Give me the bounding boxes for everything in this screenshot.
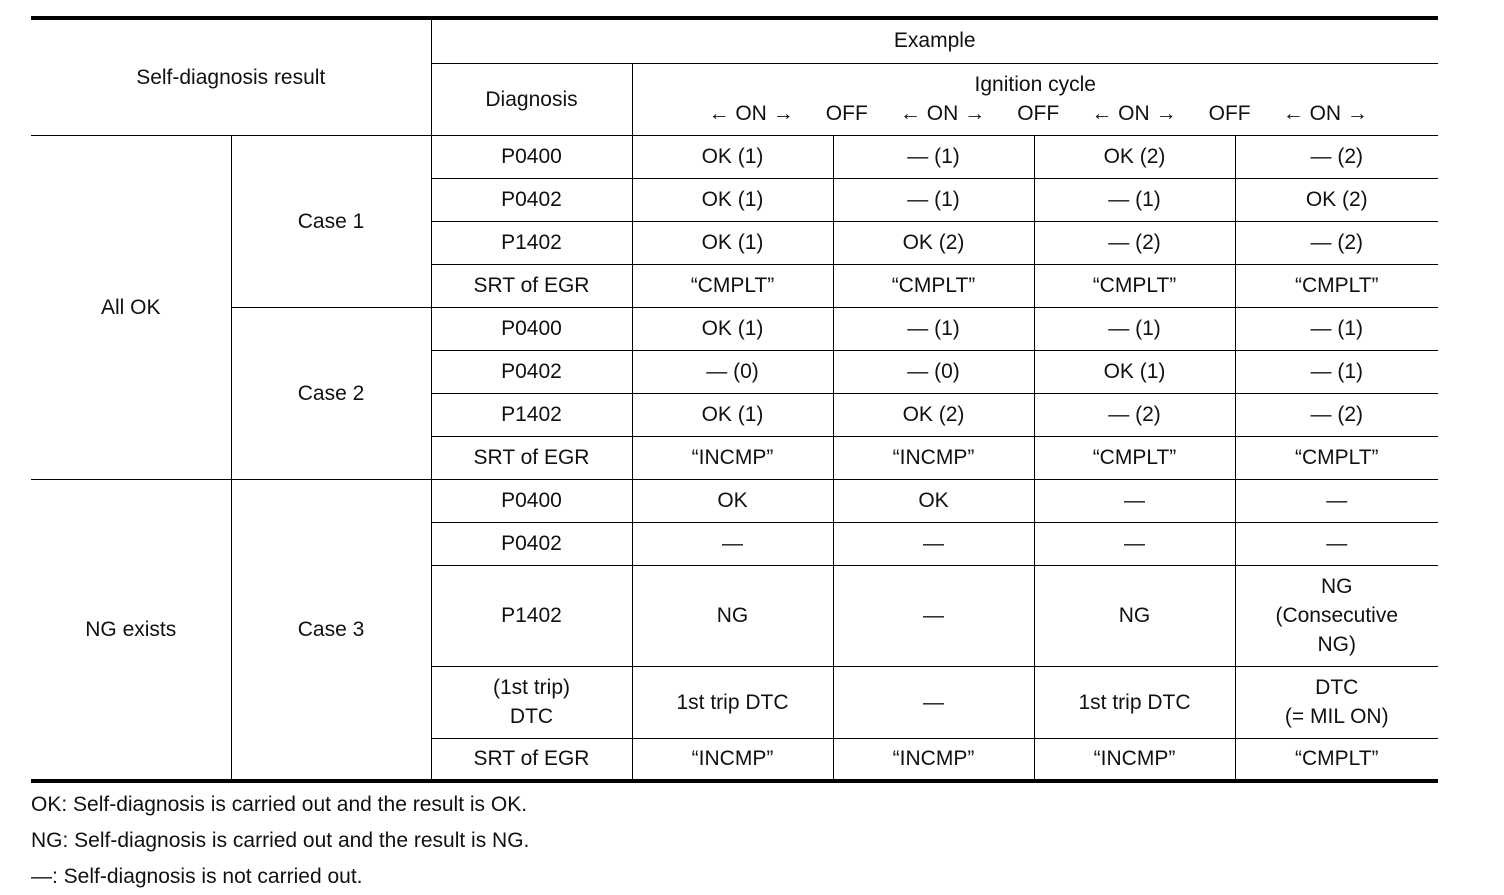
cycle-step: OFF — [1017, 102, 1060, 125]
result-cell: “CMPLT” — [1235, 264, 1438, 307]
result-cell: “CMPLT” — [632, 264, 833, 307]
diagnosis-cell: P0402 — [431, 522, 632, 565]
result-cell: — — [632, 522, 833, 565]
result-cell: DTC (= MIL ON) — [1235, 666, 1438, 738]
result-cell: 1st trip DTC — [1034, 666, 1235, 738]
case-2-label: Case 2 — [231, 307, 431, 479]
result-cell: — — [833, 666, 1034, 738]
result-cell: OK (2) — [1034, 135, 1235, 178]
diagnosis-cell: SRT of EGR — [431, 264, 632, 307]
diagnosis-cell: P1402 — [431, 565, 632, 666]
note-ng: NG: Self-diagnosis is carried out and the result is NG. — [31, 829, 530, 852]
result-cell: “CMPLT” — [1034, 264, 1235, 307]
cycle-step: ← ON → — [1091, 102, 1177, 125]
result-cell: OK (1) — [632, 178, 833, 221]
result-cell: OK (1) — [632, 393, 833, 436]
result-cell: — — [833, 522, 1034, 565]
result-cell: — — [1034, 479, 1235, 522]
result-cell: OK — [632, 479, 833, 522]
result-cell: “INCMP” — [632, 436, 833, 479]
result-cell: OK (1) — [1034, 350, 1235, 393]
result-cell: — — [1034, 522, 1235, 565]
result-cell: — (1) — [833, 178, 1034, 221]
result-cell: OK — [833, 479, 1034, 522]
cycle-step: ← ON → — [899, 102, 986, 125]
result-cell: — (2) — [1034, 221, 1235, 264]
diagnosis-cell: P0400 — [431, 135, 632, 178]
result-cell: — (1) — [833, 135, 1034, 178]
result-cell: NG (Consecutive NG) — [1235, 565, 1438, 666]
result-cell: “INCMP” — [1034, 738, 1235, 781]
result-cell: — (2) — [1034, 393, 1235, 436]
diagnosis-cell: P0400 — [431, 307, 632, 350]
result-cell: OK (1) — [632, 135, 833, 178]
result-cell: “INCMP” — [833, 436, 1034, 479]
diagnosis-cell: P0402 — [431, 350, 632, 393]
note-dash: —: Self-diagnosis is not carried out. — [31, 865, 363, 888]
result-cell: OK (2) — [833, 393, 1034, 436]
header-ignition-cycle — [632, 63, 1438, 135]
group-ng-exists: NG exists — [31, 479, 231, 781]
diagnosis-cell: P1402 — [431, 393, 632, 436]
result-cell: — (1) — [1034, 178, 1235, 221]
result-cell: NG — [632, 565, 833, 666]
result-cell: — (1) — [1235, 350, 1438, 393]
result-cell: OK (1) — [632, 307, 833, 350]
cycle-step: ← ON → — [1282, 102, 1368, 125]
result-cell: — (1) — [1034, 307, 1235, 350]
result-cell: “CMPLT” — [1034, 436, 1235, 479]
note-ok: OK: Self-diagnosis is carried out and the result is OK. — [31, 793, 528, 816]
result-cell: OK (2) — [1235, 178, 1438, 221]
result-cell: “CMPLT” — [1235, 436, 1438, 479]
result-cell: “INCMP” — [632, 738, 833, 781]
result-cell: — (1) — [1235, 307, 1438, 350]
diagnosis-cell: SRT of EGR — [431, 436, 632, 479]
diagnosis-cell: P0402 — [431, 178, 632, 221]
result-cell: — (0) — [632, 350, 833, 393]
self-diagnosis-table — [31, 16, 1438, 783]
diagnosis-cell: (1st trip) DTC — [431, 666, 632, 738]
header-example: Example — [431, 18, 1438, 63]
diagnosis-cell: P1402 — [431, 221, 632, 264]
result-cell: — (1) — [833, 307, 1034, 350]
result-cell: — — [833, 565, 1034, 666]
legend-notes — [31, 787, 1438, 895]
result-cell: — — [1235, 479, 1438, 522]
result-cell: — (2) — [1235, 135, 1438, 178]
case-1-label: Case 1 — [231, 135, 431, 307]
cycle-step: OFF — [1208, 102, 1251, 125]
diagnosis-sheet — [31, 16, 1438, 895]
cycle-step: OFF — [825, 102, 868, 125]
diagnosis-cell: SRT of EGR — [431, 738, 632, 781]
header-diagnosis: Diagnosis — [431, 63, 632, 135]
diagnosis-cell: P0400 — [431, 479, 632, 522]
group-all-ok: All OK — [31, 135, 231, 479]
result-cell: OK (2) — [833, 221, 1034, 264]
result-cell: “INCMP” — [833, 738, 1034, 781]
result-cell: 1st trip DTC — [632, 666, 833, 738]
result-cell: “CMPLT” — [833, 264, 1034, 307]
result-cell: — (2) — [1235, 393, 1438, 436]
result-cell: — — [1235, 522, 1438, 565]
result-cell: — (0) — [833, 350, 1034, 393]
cycle-step: ← ON → — [708, 102, 794, 125]
header-self-diagnosis-result: Self-diagnosis result — [136, 65, 326, 89]
result-cell: OK (1) — [632, 221, 833, 264]
ignition-cycle-sequence — [633, 99, 1439, 128]
result-cell: NG — [1034, 565, 1235, 666]
result-cell: — (2) — [1235, 221, 1438, 264]
ignition-cycle-label: Ignition cycle — [974, 73, 1096, 96]
result-cell: “CMPLT” — [1235, 738, 1438, 781]
case-3-label: Case 3 — [231, 479, 431, 781]
